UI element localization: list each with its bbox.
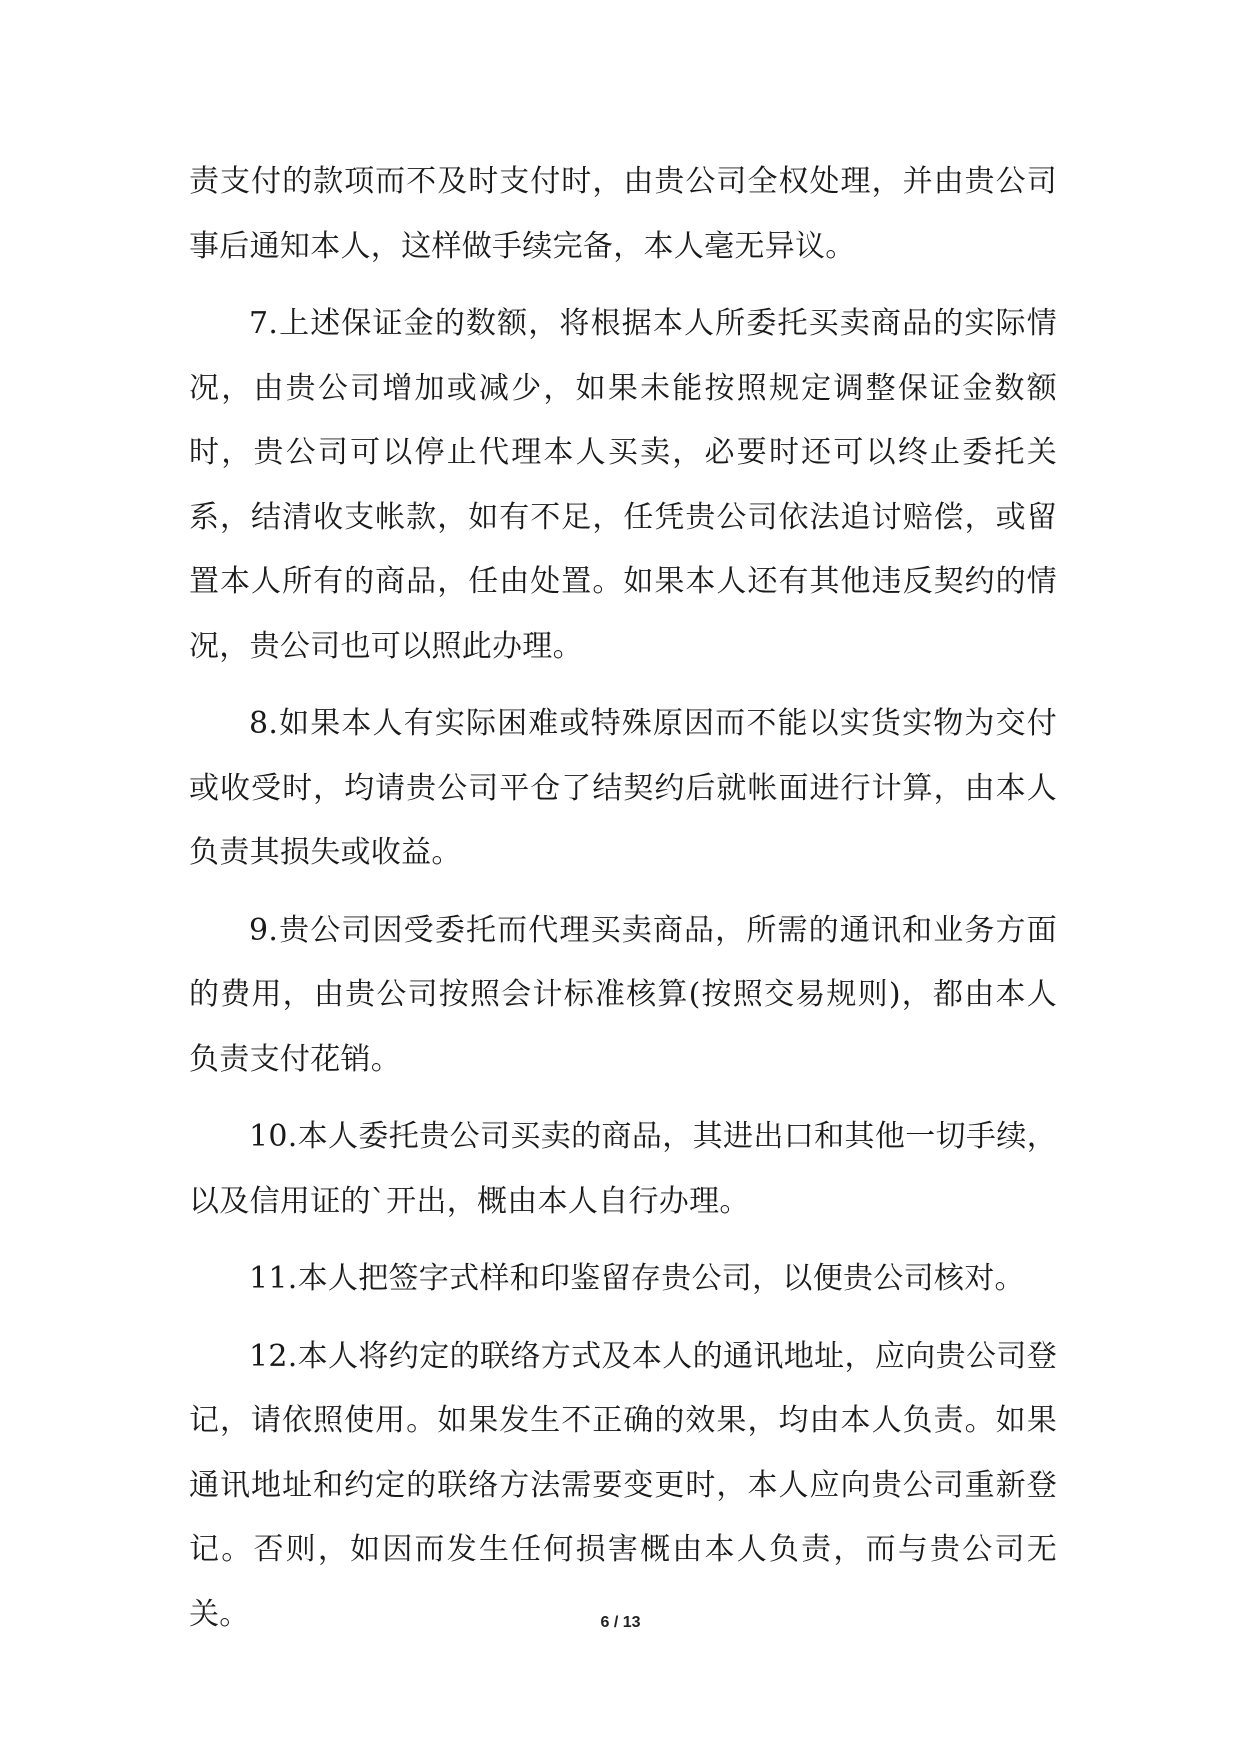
paragraph-clause-10: 10.本人委托贵公司买卖的商品，其进出口和其他一切手续，以及信用证的`开出，概由本人自行办理。 [189,1119,1057,1219]
page-number: 6 / 13 [600,1614,641,1631]
paragraph-clause-8: 8.如果本人有实际困难或特殊原因而不能以实货实物为交付或收受时，均请贵公司平仓了结契约后就帐面进行计算，由本人负责其损失或收益。 [189,706,1057,870]
paragraph-clause-12: 12.本人将约定的联络方式及本人的通讯地址，应向贵公司登记，请依照使用。如果发生不正确的效果，均由本人负责。如果通讯地址和约定的联络方法需要变更时，本人应向贵公司重新登记。否则，如因而发生任何损害概由本人负责，而与贵公司无关。 [189,1338,1057,1632]
document-body [189,150,1057,1660]
paragraph-clause-9: 9.贵公司因受委托而代理买卖商品，所需的通讯和业务方面的费用，由贵公司按照会计标准核算(按照交易规则)，都由本人负责支付花销。 [189,912,1057,1077]
paragraph-clause-7: 7.上述保证金的数额，将根据本人所委托买卖商品的实际情况，由贵公司增加或减少，如果未能按照规定调整保证金数额时，贵公司可以停止代理本人买卖，必要时还可以终止委托关系，结清收支帐款，如有不足，任凭贵公司依法追讨赔偿，或留置本人所有的商品，任由处置。如果本人还有其他违反契约的情况，贵公司也可以照此办理。 [189,306,1057,664]
paragraph-continuation: 责支付的款项而不及时支付时，由贵公司全权处理，并由贵公司事后通知本人，这样做手续完备，本人毫无异议。 [189,164,1057,264]
paragraph-clause-11: 11.本人把签字式样和印鉴留存贵公司，以便贵公司核对。 [249,1261,1025,1296]
